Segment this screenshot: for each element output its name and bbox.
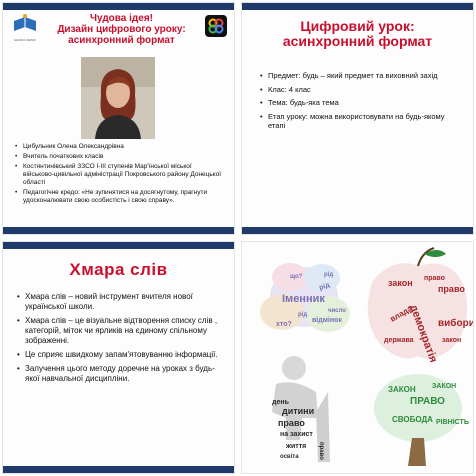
cloud-word: право: [278, 418, 305, 428]
cloud-word: рід: [298, 312, 308, 318]
cloud-word: хто?: [276, 321, 292, 328]
lesson-item: • Предмет: будь – який предмет та виховний захід: [260, 71, 461, 81]
cloud-word: Іменник: [282, 293, 325, 305]
point-item: • Це сприяє швидкому запам'ятовуванню інформації.: [17, 350, 224, 360]
cloud-word: день: [272, 399, 289, 406]
slide-word-cloud-examples: [241, 241, 474, 474]
cloud-word: число: [328, 308, 346, 314]
cloud-word: закон: [388, 278, 413, 288]
cloud-word: освіта: [280, 454, 299, 460]
flower-word-cloud: [260, 263, 350, 332]
cloud-word: ЗАКОН: [432, 383, 457, 390]
word-cloud-points-list: [17, 292, 224, 388]
cloud-word: право: [318, 442, 324, 460]
author-bio-list: [15, 143, 224, 207]
word-cloud-examples: [242, 242, 474, 474]
cloud-word: право: [424, 275, 445, 282]
point-item: • Залучення цього методу доречне на уроках з будь-якої навчальної дисципліни.: [17, 364, 224, 384]
cloud-word: ЗАКОН: [388, 385, 416, 394]
school-logo: [10, 13, 40, 42]
title-line: Чудова ідея!: [89, 13, 153, 24]
cloud-word: влада: [388, 304, 414, 324]
cloud-word: право: [438, 284, 465, 294]
book-logo-icon: [10, 13, 40, 33]
cloud-word: вибори: [438, 318, 475, 329]
cloud-word: відмінок: [312, 317, 342, 324]
bio-item: • Вчитель початкових класів: [15, 153, 224, 161]
slide2-title: [252, 19, 463, 49]
cloud-word: що?: [290, 274, 303, 280]
logo-caption: ШКОЛА ЗАРАЗ: [14, 38, 36, 42]
lesson-item: • Клас: 4 клас: [260, 85, 461, 95]
point-item: • Хмара слів – новий інструмент вчителя нової української школи.: [17, 292, 224, 312]
slide3-title: Хмара слів: [69, 260, 168, 279]
title-line: Цифровий урок:: [300, 18, 415, 34]
colorful-app-badge-icon: [205, 15, 227, 37]
cloud-word: держава: [384, 337, 414, 344]
cloud-word: дитини: [282, 406, 315, 416]
slide-lesson-info: [241, 2, 474, 235]
cloud-word: СВОБОДА: [392, 415, 433, 424]
cloud-word: закон: [442, 337, 462, 344]
tree-word-cloud: [374, 374, 469, 466]
slide-word-cloud-intro: [2, 241, 235, 474]
point-item: • Хмара слів – це візуальне відтворення списку слів , категорій, міток чи ярликів на єдиному спільному зображенні.: [17, 316, 224, 346]
cloud-word: рід: [318, 281, 331, 292]
lesson-item: • Тема: будь-яка тема: [260, 98, 461, 108]
title-line: Дизайн цифрового уроку:: [57, 24, 186, 35]
apple-word-cloud: [368, 248, 474, 364]
portrait-photo: [81, 57, 155, 139]
lesson-details-list: [260, 71, 461, 135]
lesson-item: • Етап уроку: можна використовувати на будь-якому етапі: [260, 112, 461, 131]
cloud-word: демократія: [407, 302, 440, 365]
title-line: асинхронний формат: [68, 35, 175, 46]
title-line: асинхронний формат: [282, 33, 433, 49]
cloud-word: ПРАВО: [410, 396, 445, 407]
slide1-title: [41, 13, 202, 46]
cloud-word: життя: [286, 443, 307, 450]
cloud-word: рід: [324, 272, 334, 278]
bio-item: • Цибульник Олена Олександрівна: [15, 143, 224, 151]
slide-author-intro: [2, 2, 235, 235]
bio-item: • Костянтинівський ЗЗСО І-ІІІ ступенів Мар'їнської міської військово-цивільної адміністрації Покровського району Донецької області: [15, 163, 224, 187]
cloud-word: РІВНІСТЬ: [436, 419, 469, 426]
cloud-word: на захист: [280, 431, 313, 438]
person-word-cloud: [272, 356, 330, 462]
bio-item: • Педагогічне кредо: «Не зупинятися на досягнутому, прагнути удосконалювати свою особистість і свою справу».: [15, 189, 224, 205]
